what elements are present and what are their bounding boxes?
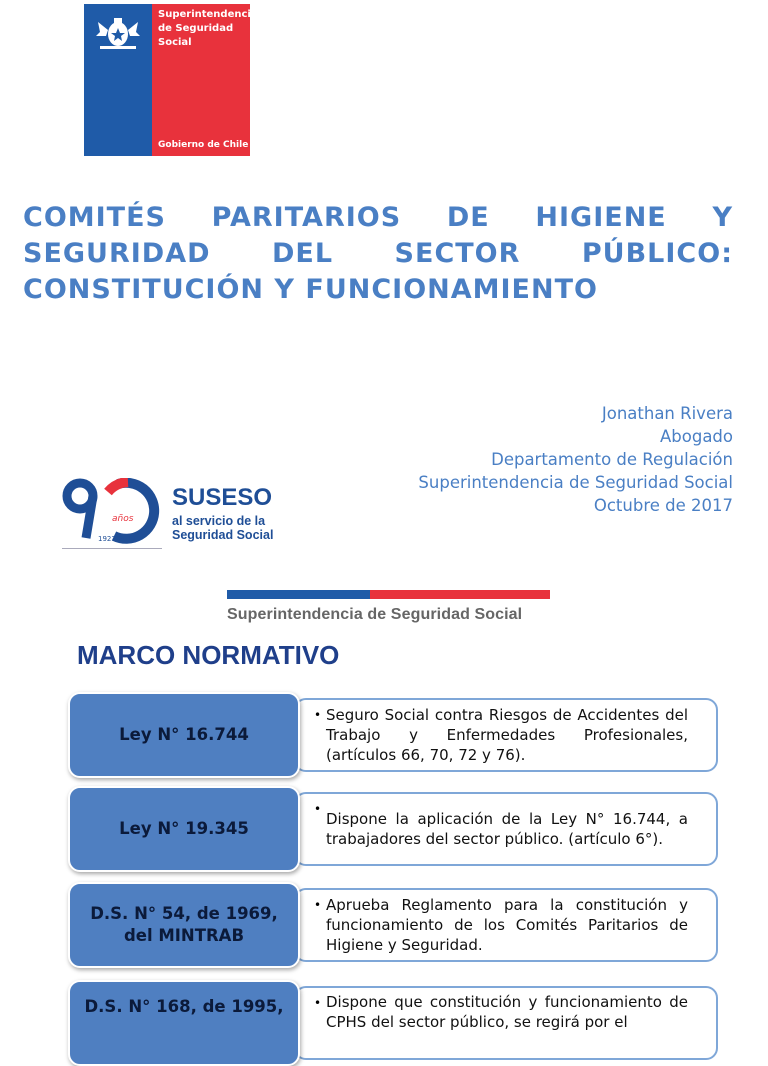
law-pill: D.S. N° 168, de 1995,	[68, 980, 300, 1066]
law-description: • Dispone la aplicación de la Ley N° 16.744, a trabajadores del sector público. (artículo 6°).	[294, 792, 718, 866]
law-pill: Ley N° 16.744	[68, 692, 300, 778]
logo-institution-text: Superintendencia de Seguridad Social	[158, 9, 258, 48]
gobierno-de-chile-logo	[84, 4, 258, 156]
anniversary-range: 1927-2017	[98, 535, 137, 543]
author-department: Departamento de Regulación	[491, 450, 733, 469]
bullet-icon: •	[314, 708, 322, 722]
bullet-icon: •	[314, 898, 322, 912]
author-institution: Superintendencia de Seguridad Social	[418, 473, 733, 492]
suseso-name: SUSESO	[172, 484, 273, 511]
law-pill: D.S. N° 54, de 1969, del MINTRAB	[68, 882, 300, 968]
coat-of-arms-icon	[92, 12, 144, 54]
bullet-icon: •	[314, 996, 322, 1010]
author-block	[418, 402, 733, 517]
presentation-title: COMITÉS PARITARIOS DE HIGIENE Y SEGURIDAD DEL SECTOR PÚBLICO: CONSTITUCIÓN Y FUNCIONAMIENTO	[23, 202, 733, 305]
flag-band	[227, 590, 550, 599]
presentation-date: Octubre de 2017	[593, 496, 733, 515]
law-pill: Ley N° 19.345	[68, 786, 300, 872]
law-description: • Seguro Social contra Riesgos de Accidentes del Trabajo y Enfermedades Profesionales, (artículos 66, 70, 72 y 76).	[294, 698, 718, 772]
section-title: MARCO NORMATIVO	[77, 640, 340, 670]
header-institution-label: Superintendencia de Seguridad Social	[227, 606, 523, 623]
author-role: Abogado	[659, 427, 733, 446]
anniversary-years-label: años	[112, 514, 134, 524]
logo-divider	[62, 548, 162, 549]
logo-government-text: Gobierno de Chile	[158, 140, 249, 150]
law-description: • Aprueba Reglamento para la constitución y funcionamiento de los Comités Paritarios de Higiene y Seguridad.	[294, 888, 718, 962]
suseso-tagline: al servicio de la Seguridad Social	[172, 514, 274, 542]
law-description: • Dispone que constitución y funcionamiento de CPHS del sector público, se regirá por el	[294, 986, 718, 1060]
marco-normativo-slide	[0, 576, 768, 1031]
suseso-anniversary-logo	[62, 478, 292, 550]
bullet-icon: •	[314, 802, 322, 816]
author-name: Jonathan Rivera	[601, 404, 733, 423]
